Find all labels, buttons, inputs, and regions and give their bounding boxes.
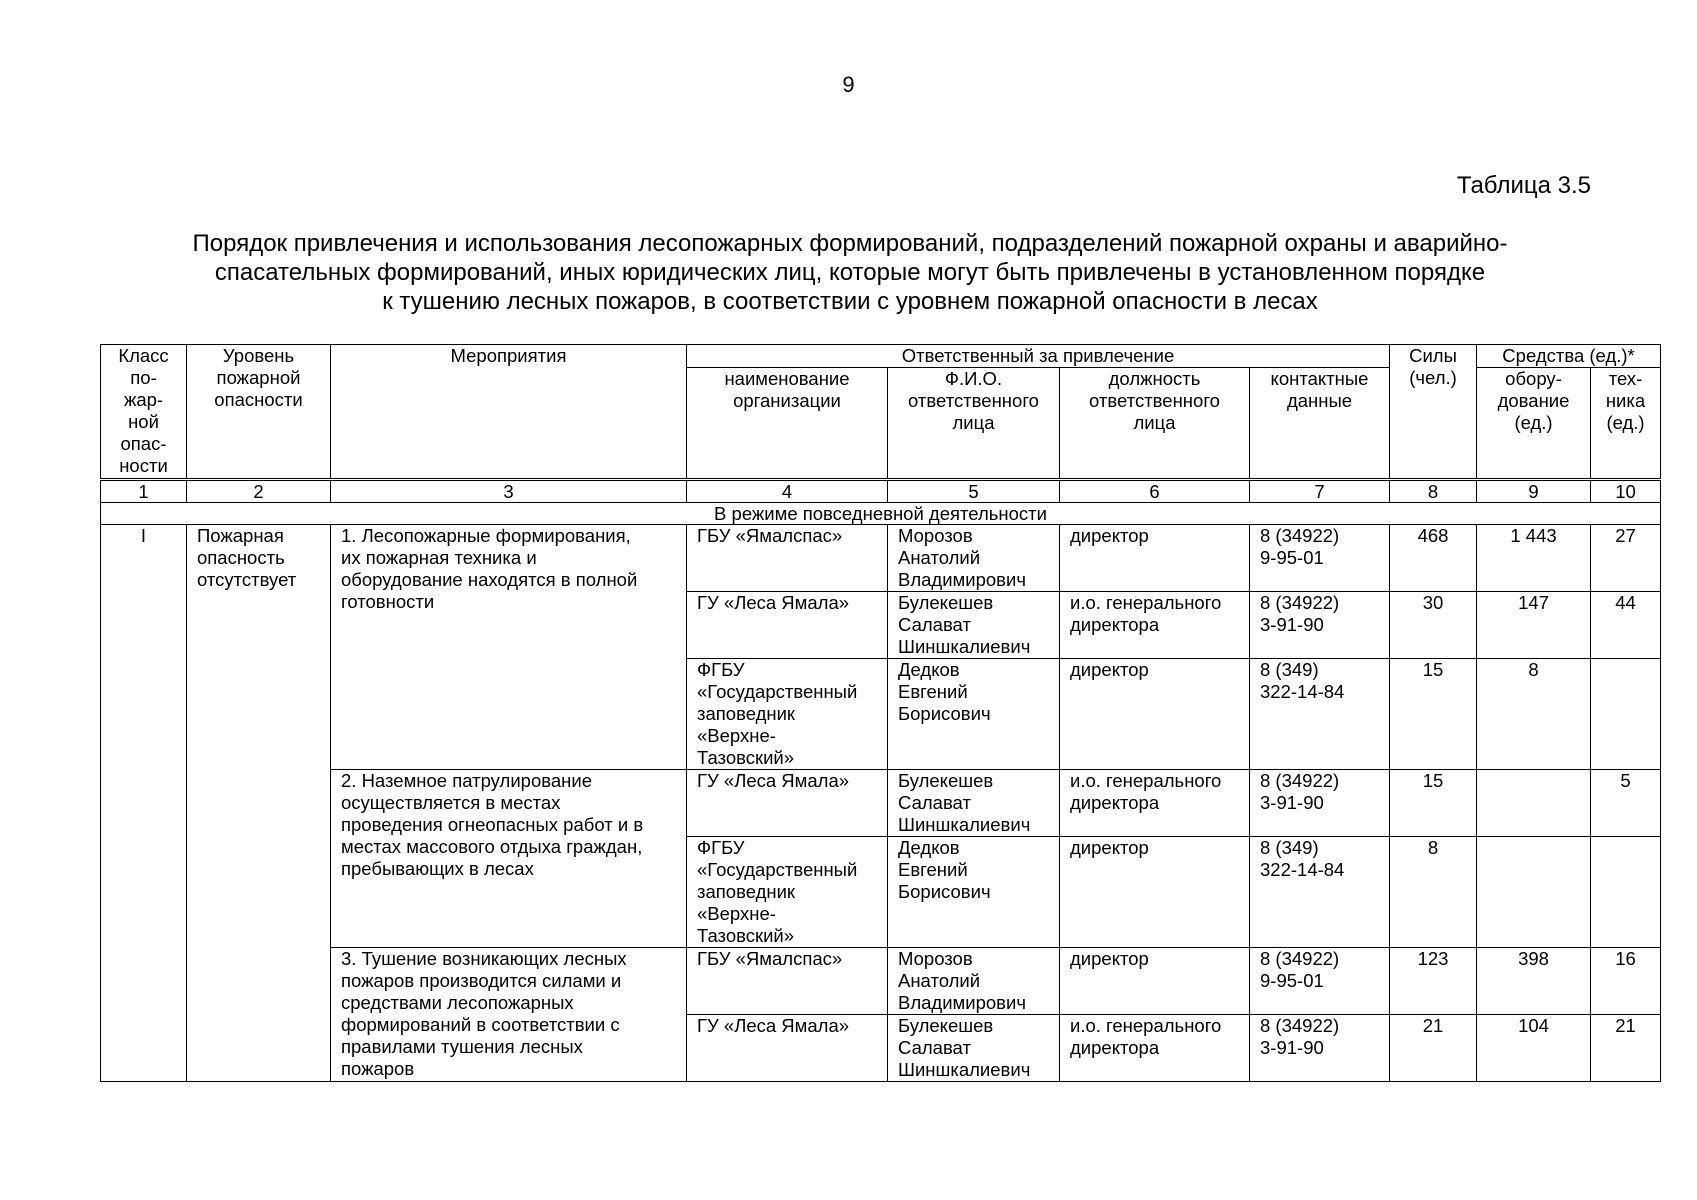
cell-fio: Дедков Евгений Борисович (888, 837, 1060, 948)
cell-position: директор (1060, 525, 1250, 592)
cell-equipment (1477, 837, 1591, 948)
header-class: Класс по- жар- ной опас- ности (101, 345, 187, 480)
cell-fio: Булекешев Салават Шиншкалиевич (888, 592, 1060, 659)
cell-org: ГБУ «Ямалспас» (687, 525, 888, 592)
header-contacts: контактные данные (1250, 368, 1390, 480)
column-number: 2 (187, 480, 331, 503)
cell-fio: Морозов Анатолий Владимирович (888, 525, 1060, 592)
cell-forces: 8 (1390, 837, 1477, 948)
cell-vehicles (1591, 837, 1661, 948)
cell-org: ГУ «Леса Ямала» (687, 592, 888, 659)
column-number: 9 (1477, 480, 1591, 503)
cell-org: ГУ «Леса Ямала» (687, 770, 888, 837)
cell-contacts: 8 (34922) 9-95-01 (1250, 948, 1390, 1015)
cell-measure: 1. Лесопожарные формирования, их пожарная техника и оборудование находятся в полной готовности (331, 525, 687, 770)
cell-org: ФГБУ «Государственный заповедник «Верхне- Тазовский» (687, 837, 888, 948)
cell-fio: Булекешев Салават Шиншкалиевич (888, 770, 1060, 837)
table-label: Таблица 3.5 (1456, 172, 1591, 199)
header-org: наименование организации (687, 368, 888, 480)
column-number: 7 (1250, 480, 1390, 503)
cell-contacts: 8 (349) 322-14-84 (1250, 837, 1390, 948)
cell-forces: 21 (1390, 1015, 1477, 1082)
cell-forces: 15 (1390, 659, 1477, 770)
cell-vehicles: 21 (1591, 1015, 1661, 1082)
cell-vehicles: 27 (1591, 525, 1661, 592)
cell-measure: 2. Наземное патрулирование осуществляется в местах проведения огнеопасных работ и в местах массового отдыха граждан, пребывающих в лесах (331, 770, 687, 948)
header-vehicles: тех- ника (ед.) (1591, 368, 1661, 480)
cell-contacts: 8 (34922) 9-95-01 (1250, 525, 1390, 592)
cell-position: директор (1060, 837, 1250, 948)
caption-line: к тушению лесных пожаров, в соответствии с уровнем пожарной опасности в лесах (382, 288, 1318, 315)
cell-vehicles: 16 (1591, 948, 1661, 1015)
caption-line: спасательных формирований, иных юридических лиц, которые могут быть привлечены в установленном порядке (214, 259, 1486, 286)
header-row (101, 345, 1661, 368)
caption-line: Порядок привлечения и использования лесопожарных формирований, подразделений пожарной охраны и аварийно- (192, 230, 1508, 257)
cell-measure: 3. Тушение возникающих лесных пожаров производится силами и средствами лесопожарных формирований в соответствии с правилами тушения лесных пожаров (331, 948, 687, 1082)
column-number: 6 (1060, 480, 1250, 503)
cell-vehicles: 5 (1591, 770, 1661, 837)
fire-response-table (100, 344, 1661, 1082)
header-equipment: обору- дование (ед.) (1477, 368, 1591, 480)
mode-row (101, 503, 1661, 525)
header-means: Средства (ед.)* (1477, 345, 1661, 368)
column-number: 1 (101, 480, 187, 503)
cell-fio: Дедков Евгений Борисович (888, 659, 1060, 770)
cell-level: Пожарная опасность отсутствует (187, 525, 331, 1082)
mode-label: В режиме повседневной деятельности (101, 503, 1661, 525)
cell-forces: 30 (1390, 592, 1477, 659)
cell-equipment: 104 (1477, 1015, 1591, 1082)
header-measures: Мероприятия (331, 345, 687, 480)
cell-fio: Морозов Анатолий Владимирович (888, 948, 1060, 1015)
cell-equipment (1477, 770, 1591, 837)
column-number: 8 (1390, 480, 1477, 503)
cell-equipment: 1 443 (1477, 525, 1591, 592)
column-number: 10 (1591, 480, 1661, 503)
cell-equipment: 147 (1477, 592, 1591, 659)
column-number: 5 (888, 480, 1060, 503)
header-fio: Ф.И.О. ответственного лица (888, 368, 1060, 480)
table-row (101, 948, 1661, 1015)
cell-position: и.о. генерального директора (1060, 770, 1250, 837)
cell-position: директор (1060, 659, 1250, 770)
cell-equipment: 8 (1477, 659, 1591, 770)
table-caption (110, 229, 1590, 316)
cell-vehicles: 44 (1591, 592, 1661, 659)
cell-contacts: 8 (34922) 3-91-90 (1250, 770, 1390, 837)
cell-forces: 123 (1390, 948, 1477, 1015)
cell-fio: Булекешев Салават Шиншкалиевич (888, 1015, 1060, 1082)
cell-class: I (101, 525, 187, 1082)
cell-org: ГБУ «Ямалспас» (687, 948, 888, 1015)
cell-contacts: 8 (34922) 3-91-90 (1250, 1015, 1390, 1082)
page-number: 9 (842, 72, 855, 97)
cell-position: и.о. генерального директора (1060, 592, 1250, 659)
column-number: 3 (331, 480, 687, 503)
cell-contacts: 8 (349) 322-14-84 (1250, 659, 1390, 770)
cell-forces: 15 (1390, 770, 1477, 837)
cell-org: ФГБУ «Государственный заповедник «Верхне- Тазовский» (687, 659, 888, 770)
header-level: Уровень пожарной опасности (187, 345, 331, 480)
cell-position: директор (1060, 948, 1250, 1015)
column-numbers-row (101, 480, 1661, 503)
header-forces: Силы (чел.) (1390, 345, 1477, 480)
cell-org: ГУ «Леса Ямала» (687, 1015, 888, 1082)
table-row (101, 525, 1661, 592)
header-responsible: Ответственный за привлечение (687, 345, 1390, 368)
cell-position: и.о. генерального директора (1060, 1015, 1250, 1082)
cell-equipment: 398 (1477, 948, 1591, 1015)
header-position: должность ответственного лица (1060, 368, 1250, 480)
column-number: 4 (687, 480, 888, 503)
table-row (101, 770, 1661, 837)
cell-contacts: 8 (34922) 3-91-90 (1250, 592, 1390, 659)
cell-vehicles (1591, 659, 1661, 770)
cell-forces: 468 (1390, 525, 1477, 592)
